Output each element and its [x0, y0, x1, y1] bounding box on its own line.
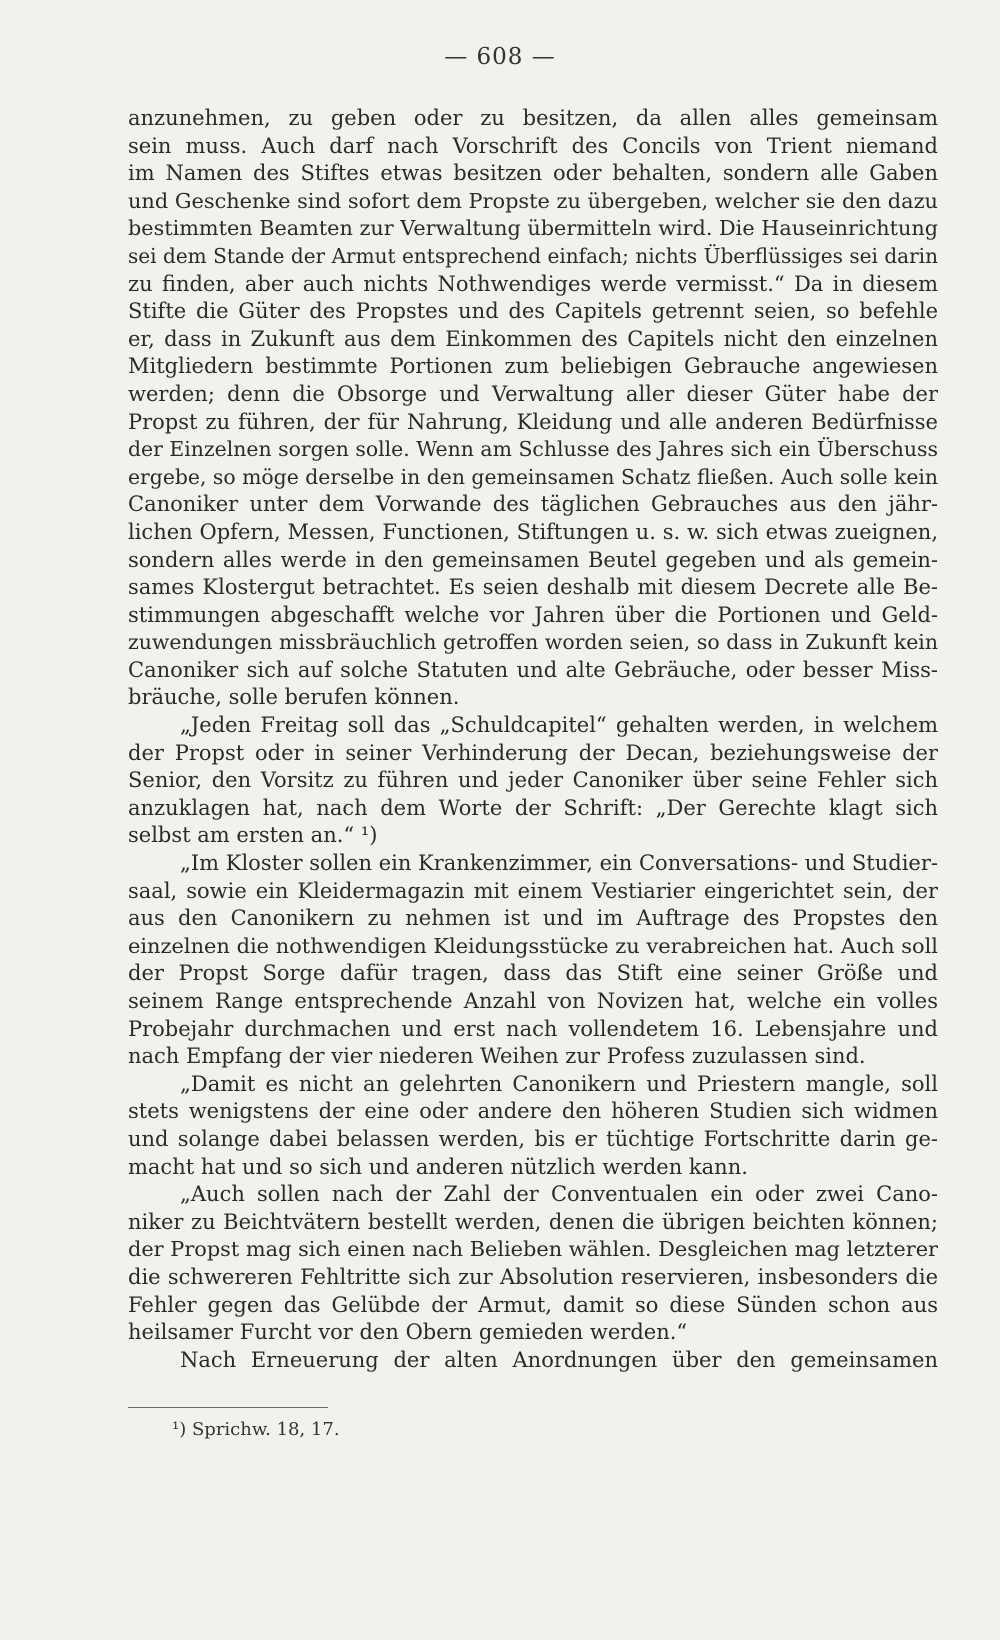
text-line: Canoniker unter dem Vorwande des täglichen Gebrauches aus den jähr-	[128, 492, 938, 517]
text-line: „Im Kloster sollen ein Krankenzimmer, ein Conversations- und Studier-	[180, 851, 938, 876]
text-line: sondern alles werde in den gemeinsamen Beutel gegeben und als gemein-	[128, 547, 938, 572]
text-line: zu finden, aber auch nichts Nothwendiges werde vermisst.“ Da in diesem	[128, 271, 938, 296]
text-line: einzelnen die nothwendigen Kleidungsstücke zu verabreichen hat. Auch soll	[128, 933, 938, 958]
text-line: und solange dabei belassen werden, bis er tüchtige Fortschritte darin ge-	[128, 1126, 938, 1151]
page-number: — 608 —	[444, 44, 556, 70]
text-line: niker zu Beichtvätern bestellt werden, denen die übrigen beichten können;	[128, 1209, 938, 1234]
text-line: Nach Erneuerung der alten Anordnungen über den gemeinsamen	[180, 1347, 938, 1372]
text-line: Senior, den Vorsitz zu führen und jeder Canoniker über seine Fehler sich	[128, 768, 938, 793]
text-line: Probejahr durchmachen und erst nach vollendetem 16. Lebensjahre und	[128, 1016, 938, 1041]
text-block	[128, 105, 938, 1374]
text-line: sein muss. Auch darf nach Vorschrift des Concils von Trient niemand	[128, 133, 938, 158]
text-line: nach Empfang der vier niederen Weihen zur Profess zuzulassen sind.	[128, 1044, 866, 1069]
body-text	[128, 105, 938, 1374]
text-line: Propst zu führen, der für Nahrung, Kleidung und alle anderen Bedürfnisse	[128, 409, 938, 434]
text-line: der Propst mag sich einen nach Belieben wählen. Desgleichen mag letzterer	[128, 1237, 938, 1262]
text-line: stimmungen abgeschafft welche vor Jahren über die Portionen und Geld-	[128, 602, 938, 627]
text-line: „Auch sollen nach der Zahl der Conventualen ein oder zwei Cano-	[180, 1182, 938, 1207]
footnote-rule	[128, 1407, 328, 1408]
text-line: lichen Opfern, Messen, Functionen, Stiftungen u. s. w. sich etwas zueignen,	[128, 519, 938, 544]
text-line: ergebe, so möge derselbe in den gemeinsamen Schatz fließen. Auch solle kein	[128, 464, 938, 489]
text-line: stets wenigstens der eine oder andere den höheren Studien sich widmen	[128, 1099, 938, 1124]
text-line: und Geschenke sind sofort dem Propste zu übergeben, welcher sie den dazu	[128, 188, 938, 213]
text-line: bräuche, solle berufen können.	[128, 685, 460, 710]
text-line: Canoniker sich auf solche Statuten und alte Gebräuche, oder besser Miss-	[128, 657, 938, 682]
text-line: zuwendungen missbräuchlich getroffen worden seien, so dass in Zukunft kein	[128, 630, 938, 655]
text-line: anzunehmen, zu geben oder zu besitzen, da allen alles gemeinsam	[128, 106, 938, 130]
text-line: sames Klostergut betrachtet. Es seien deshalb mit diesem Decrete alle Be-	[128, 575, 938, 600]
text-line: die schwereren Fehltritte sich zur Absolution reservieren, insbesonders die	[128, 1264, 938, 1289]
text-line: sei dem Stande der Armut entsprechend einfach; nichts Überflüssiges sei darin	[128, 243, 938, 268]
text-line: „Jeden Freitag soll das „Schuldcapitel“ gehalten werden, in welchem	[180, 713, 938, 738]
text-line: saal, sowie ein Kleidermagazin mit einem Vestiarier eingerichtet sein, der	[128, 878, 938, 903]
text-line: seinem Range entsprechende Anzahl von Novizen hat, welche ein volles	[128, 989, 938, 1013]
text-line: macht hat und so sich und anderen nützlich werden kann.	[128, 1154, 748, 1179]
text-line: Stifte die Güter des Propstes und des Capitels getrennt seien, so befehle	[128, 299, 938, 324]
footnote: ¹) Sprichw. 18, 17.	[172, 1419, 340, 1440]
text-line: selbst am ersten an.“ ¹)	[128, 823, 378, 848]
text-line: heilsamer Furcht vor den Obern gemieden werden.“	[128, 1320, 688, 1345]
text-line: er, dass in Zukunft aus dem Einkommen des Capitels nicht den einzelnen	[128, 326, 938, 351]
text-line: werden; denn die Obsorge und Verwaltung aller dieser Güter habe der	[128, 381, 938, 406]
text-line: der Propst Sorge dafür tragen, dass das Stift eine seiner Größe und	[128, 961, 938, 986]
text-line: „Damit es nicht an gelehrten Canonikern und Priestern mangle, soll	[180, 1071, 938, 1096]
text-line: der Propst oder in seiner Verhinderung der Decan, beziehungsweise der	[128, 740, 938, 765]
text-line: anzuklagen hat, nach dem Worte der Schrift: „Der Gerechte klagt sich	[128, 795, 938, 820]
text-line: Mitgliedern bestimmte Portionen zum beliebigen Gebrauche angewiesen	[128, 354, 938, 379]
text-line: Fehler gegen das Gelübde der Armut, damit so diese Sünden schon aus	[128, 1292, 938, 1317]
text-line: aus den Canonikern zu nehmen ist und im Auftrage des Propstes den	[128, 906, 938, 931]
text-line: der Einzelnen sorgen solle. Wenn am Schlusse des Jahres sich ein Überschuss	[128, 437, 938, 462]
text-line: bestimmten Beamten zur Verwaltung übermitteln wird. Die Hauseinrichtung	[128, 216, 938, 241]
text-line: im Namen des Stiftes etwas besitzen oder behalten, sondern alle Gaben	[128, 161, 938, 186]
